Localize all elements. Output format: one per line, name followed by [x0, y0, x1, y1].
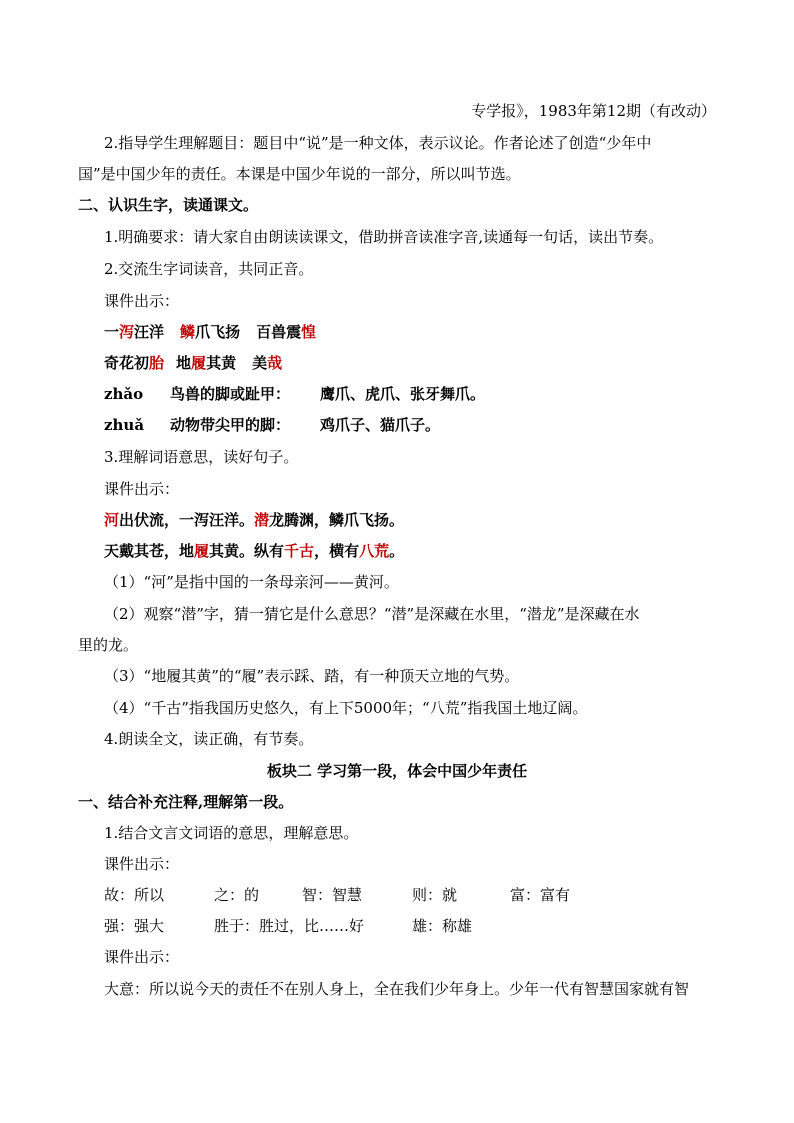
courseware-label: 课件出示：	[104, 480, 180, 498]
gloss-row-1	[104, 884, 570, 906]
courseware-label: 课件出示：	[104, 948, 180, 966]
vocab-word: 一泻汪洋	[104, 323, 165, 341]
gloss-row-2	[104, 915, 472, 937]
polyphone-row-zhua	[104, 414, 440, 436]
vocab-word: 地履其黄	[176, 354, 237, 372]
vocab-row-2	[104, 352, 282, 374]
step-1-requirement: 1.明确要求：请大家自由朗读读课文，借助拼音读准字音,读通每一句话，读出节奏。	[104, 228, 664, 246]
vocab-word: 鳞爪飞扬	[180, 323, 241, 341]
section-heading-recognize-characters: 二、认识生字，读通课文。	[78, 196, 259, 214]
step-3-understand-words: 3.理解词语意思，读好句子。	[104, 448, 299, 466]
vocab-word: 美哉	[252, 354, 283, 372]
courseware-label: 课件出示：	[104, 292, 180, 310]
block-2-title: 板块二 学习第一段，体会中国少年责任	[266, 762, 528, 780]
meaning: 鸟兽的脚或趾甲：	[170, 385, 291, 403]
key-sentence-1: 河出伏流，一泻汪洋。潜龙腾渊，鳞爪飞扬。	[104, 511, 405, 529]
example-words: 鸡爪子、猫爪子。	[320, 416, 441, 434]
gloss-item: 强：强大	[104, 917, 165, 935]
note-3: （3）“地履其黄”的“履”表示踩、踏，有一种顶天立地的气势。	[104, 667, 520, 685]
pinyin: zhǎo	[104, 385, 144, 403]
gloss-item: 智：智慧	[302, 886, 363, 904]
pinyin: zhuǎ	[104, 416, 145, 434]
polyphone-row-zhao	[104, 383, 485, 405]
gloss-item: 则：就	[412, 886, 458, 904]
source-citation-tail: 专学报》，1983年第12期（有改动）	[471, 102, 716, 120]
gloss-item: 故：所以	[104, 886, 165, 904]
step-4-read-aloud: 4.朗读全文，读正确，有节奏。	[104, 730, 314, 748]
step-2-pronunciation: 2.交流生字词读音，共同正音。	[104, 260, 314, 278]
vocab-word: 奇花初胎	[104, 354, 165, 372]
note-4: （4）“千古”指我国历史悠久，有上下5000年；“八荒”指我国土地辽阔。	[104, 699, 588, 717]
vocab-word: 百兽震惶	[256, 323, 317, 341]
key-sentence-2: 天戴其苍，地履其黄。纵有千古，横有八荒。	[104, 542, 405, 560]
intro-line-1: 2.指导学生理解题目：题目中“说”是一种文体，表示议论。作者论述了创造“少年中	[104, 134, 652, 152]
note-2-line-1: （2）观察“潜”字，猜一猜它是什么意思？“潜”是深藏在水里，“潜龙”是深藏在水	[104, 605, 640, 623]
intro-line-2: 国”是中国少年的责任。本课是中国少年说的一部分，所以叫节选。	[78, 165, 521, 183]
example-words: 鹰爪、虎爪、张牙舞爪。	[320, 385, 486, 403]
gloss-item: 之：的	[214, 886, 260, 904]
block-2-step-1: 1.结合文言文词语的意思，理解意思。	[104, 824, 359, 842]
note-1: （1）“河”是指中国的一条母亲河——黄河。	[104, 573, 399, 591]
gloss-item: 富：富有	[510, 886, 571, 904]
note-2-line-2: 里的龙。	[78, 636, 139, 654]
meaning: 动物带尖甲的脚：	[170, 416, 291, 434]
section-heading-annotations: 一、结合补充注释,理解第一段。	[78, 793, 294, 811]
vocab-row-1	[104, 321, 316, 343]
paraphrase-summary: 大意：所以说今天的责任不在别人身上，全在我们少年身上。少年一代有智慧国家就有智	[104, 980, 690, 998]
courseware-label: 课件出示：	[104, 855, 180, 873]
gloss-item: 雄：称雄	[412, 917, 473, 935]
gloss-item: 胜于：胜过，比……好	[214, 917, 365, 935]
